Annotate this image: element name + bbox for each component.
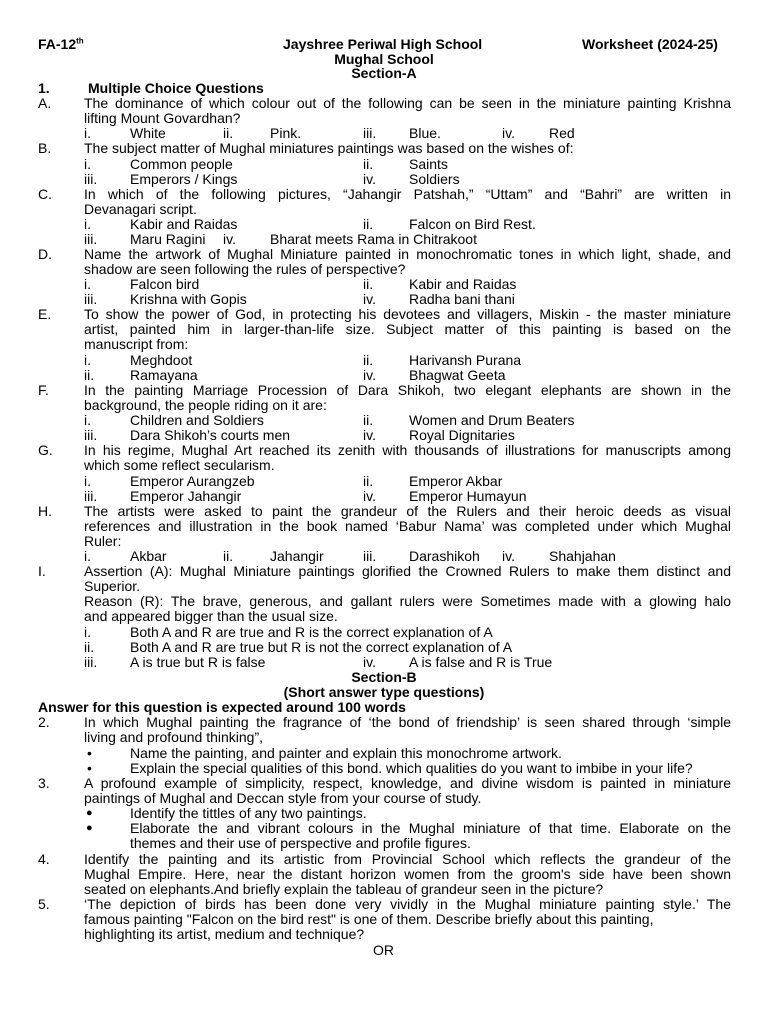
option-text: Falcon on Bird Rest. [409,216,536,232]
or-divider: OR [373,942,394,958]
question-label: D. [38,246,52,262]
option-numeral: ii. [363,216,374,232]
option-text: Kabir and Raidas [409,276,517,292]
bullet-text: Elaborate the and vibrant colours in the Mughal miniature of that time. Elaborate on the [130,820,731,836]
question-text: Reason (R): The brave, generous, and gallant rulers were Sometimes made with a glowing halo [84,593,731,609]
option-numeral: iv. [502,548,515,564]
question-number: 2. [38,714,50,730]
option-numeral: iv. [502,125,515,141]
option-text: Ramayana [130,367,198,383]
option-numeral: iii. [84,231,98,247]
question-text: A profound example of simplicity, respect, knowledge, and divine wisdom is painted in miniature [84,775,731,791]
mcq-heading: Multiple Choice Questions [88,80,264,96]
option-numeral: ii. [223,548,234,564]
option-numeral: ii. [84,367,95,383]
question-text: The subject matter of Mughal miniatures paintings was based on the wishes of: [84,140,574,156]
option-text: A is false and R is True [409,654,553,670]
bullet-icon: ● [86,822,93,834]
option-text: Kabir and Raidas [130,216,238,232]
option-numeral: iii. [84,291,98,307]
question-text: Ruler: [84,533,122,549]
option-numeral: ii. [363,276,374,292]
option-numeral: ii. [363,352,374,368]
option-numeral: iv. [363,488,376,504]
option-numeral: ii. [84,639,95,655]
option-numeral: iv. [363,654,376,670]
option-text: Both A and R are true but R is not the correct explanation of A [130,639,513,655]
question-text: living and profound thinking”, [84,729,264,745]
class-code-sup: th [76,36,84,46]
bullet-icon: • [87,745,92,761]
question-text: which some reflect secularism. [84,457,275,473]
option-text: Maru Ragini [130,231,206,247]
bullet-text: Name the painting, and painter and explain this monochrome artwork. [130,745,562,761]
option-text: Darashikoh [409,548,480,564]
question-text: paintings of Mughal and Deccan style from your course of study. [84,790,482,806]
question-label: E. [38,306,52,322]
option-text: Blue. [409,125,441,141]
option-text: Women and Drum Beaters [409,412,575,428]
question-text: highlighting its artist, medium and technique? [84,926,365,942]
option-numeral: i. [84,624,91,640]
option-numeral: ii. [363,412,374,428]
option-text: Harivansh Purana [409,352,522,368]
option-text: Emperor Aurangzeb [130,473,255,489]
option-text: Radha bani thani [409,291,515,307]
question-label: I. [38,563,46,579]
question-text: The artists were asked to paint the grandeur of the Rulers and their heroic deeds as visual [84,503,731,519]
subject-title: Mughal School [334,51,434,67]
option-text: Krishna with Gopis [130,291,247,307]
question-text: manuscript from: [84,336,189,352]
option-numeral: iii. [363,125,377,141]
question-label: H. [38,503,52,519]
question-text: seated on elephants.And briefly explain the tableau of grandeur seen in the picture? [84,881,604,897]
worksheet-year: Worksheet (2024-25) [582,36,718,52]
section-b-subtitle: (Short answer type questions) [283,684,485,700]
question-text: In his regime, Mughal Art reached its zenith with thousands of illustrations for manuscripts among [84,442,731,458]
option-text: White [130,125,166,141]
question-text: lifting Mount Govardhan? [84,110,241,126]
option-text: Falcon bird [130,276,200,292]
question-text: To show the power of God, in protecting his devotees and villagers, Miskin - the master miniature [84,306,731,322]
question-text: In the painting Marriage Procession of Dara Shikoh, two elegant elephants are shown in the [84,382,731,398]
option-numeral: i. [84,276,91,292]
option-text: A is true but R is false [130,654,266,670]
answer-instruction: Answer for this question is expected around 100 words [38,699,406,715]
bullet-text: Explain the special qualities of this bond. which qualities do you want to imbibe in your life? [130,760,693,776]
question-text: In which Mughal painting the fragrance of ‘the bond of friendship’ is seen shared through ‘simple [84,714,731,730]
option-numeral: ii. [363,156,374,172]
option-numeral: iv. [223,231,236,247]
question-text: artist, painted him in larger-than-life size. Subject matter of this painting is based on the [84,321,731,337]
option-text: Emperor Jahangir [130,488,242,504]
option-text: Emperors / Kings [130,171,238,187]
question-text: shadow are seen following the rules of perspective? [84,261,406,277]
option-numeral: iv. [363,171,376,187]
question-text: and appeared bigger than the usual size. [84,608,338,624]
question-number: 5. [38,896,50,912]
option-text: Royal Dignitaries [409,427,515,443]
section-b-title: Section-B [351,669,417,685]
option-text: Saints [409,156,448,172]
option-text: Emperor Humayun [409,488,527,504]
option-text: Soldiers [409,171,460,187]
question-label: G. [38,442,53,458]
question-text: Mughal Empire. Here, near the distant horizon women from the groom's side have been shown [84,866,731,882]
question-text: background, the people riding on it are: [84,397,327,413]
bullet-icon: • [87,760,92,776]
option-text: Meghdoot [130,352,193,368]
question-text: Identify the painting and its artistic from Provincial School which reflects the grandeur of the [84,851,731,867]
option-numeral: i. [84,352,91,368]
option-numeral: iv. [363,291,376,307]
class-code-text: FA-12 [38,36,77,52]
bullet-icon: ● [86,807,93,819]
option-text: Bharat meets Rama in Chitrakoot [270,231,477,247]
option-numeral: iii. [84,427,98,443]
question-text: famous painting "Falcon on the bird rest" is one of them. Describe briefly about this painting, [84,911,654,927]
question-label: A. [38,95,52,111]
question-text: Name the artwork of Mughal Miniature painted in monochromatic tones in which light, shade, and [84,246,731,262]
bullet-text: themes and their use of perspective and profile figures. [130,835,471,851]
option-numeral: i. [84,548,91,564]
option-text: Red [549,125,575,141]
section-a-title: Section-A [351,65,417,81]
option-text: Bhagwat Geeta [409,367,506,383]
option-numeral: ii. [223,125,234,141]
option-numeral: i. [84,216,91,232]
option-numeral: iii. [363,548,377,564]
question-label: F. [38,382,49,398]
option-text: Akbar [130,548,167,564]
question-label: B. [38,140,52,156]
question-label: C. [38,186,52,202]
class-code [38,37,84,52]
question-text: Assertion (A): Mughal Miniature paintings glorified the Crowned Rulers to make them distinct and [84,563,731,579]
question-text: The dominance of which colour out of the following can be seen in the miniature painting Krishna [84,95,731,111]
question-text: Devanagari script. [84,201,197,217]
option-numeral: iii. [84,654,98,670]
option-numeral: iii. [84,171,98,187]
question-number: 4. [38,851,50,867]
option-text: Emperor Akbar [409,473,503,489]
option-numeral: i. [84,473,91,489]
option-text: Jahangir [270,548,324,564]
option-numeral: iv. [363,367,376,383]
option-numeral: i. [84,125,91,141]
option-numeral: i. [84,156,91,172]
option-text: Dara Shikoh’s courts men [130,427,291,443]
bullet-text: Identify the tittles of any two paintings. [130,805,367,821]
question-text: Superior. [84,578,141,594]
option-numeral: i. [84,412,91,428]
mcq-number: 1. [38,80,50,96]
option-text: Children and Soldiers [130,412,264,428]
question-text: ‘The depiction of birds has been done very vividly in the Mughal miniature painting style.’ The [84,896,731,912]
option-text: Pink. [270,125,302,141]
option-text: Shahjahan [549,548,616,564]
question-text: references and illustration in the book named ‘Babur Nama’ was completed under which Mughal [84,518,731,534]
question-text: In which of the following pictures, “Jahangir Patshah,” “Uttam” and “Bahri” are written in [84,186,731,202]
option-text: Common people [130,156,233,172]
option-numeral: ii. [363,473,374,489]
question-number: 3. [38,775,50,791]
option-numeral: iv. [363,427,376,443]
school-name: Jayshree Periwal High School [283,36,483,52]
option-text: Both A and R are true and R is the correct explanation of A [130,624,493,640]
option-numeral: iii. [84,488,98,504]
